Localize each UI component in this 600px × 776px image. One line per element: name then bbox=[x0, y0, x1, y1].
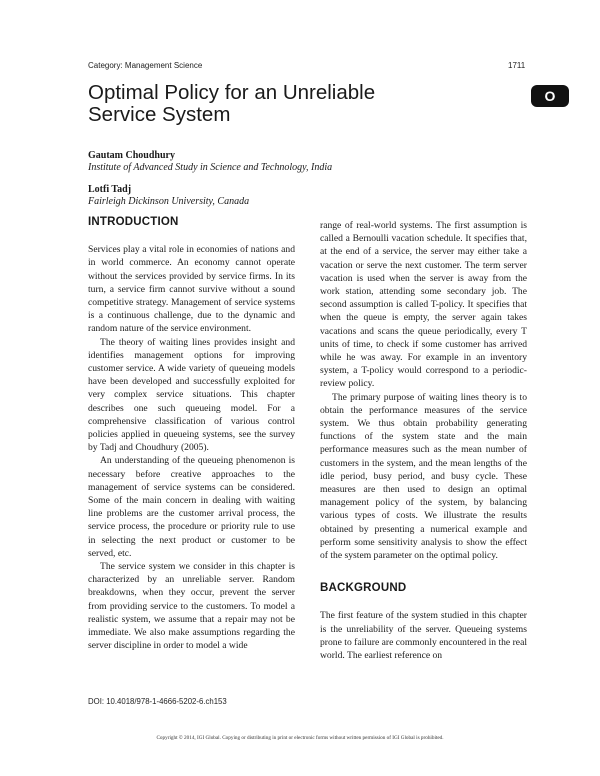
paper-title bbox=[88, 82, 508, 126]
page-number: 1711 bbox=[508, 61, 526, 70]
paragraph: range of real-world systems. The first assumption is called a Bernoulli vacation schedule. It specifies that, at the end of a service, the server may either take a vacation or serve the next customer. The term server vacation is used when the server is away from the work station, attending some secondary job. The second assumption is called T-policy. It specifies that when the queue is empty, the server again takes vacations and scans the queue periodically, every T units of time, to check if some customer has arrived while he was away. For example in an inventory system, a T-policy would correspond to a periodic-review policy. bbox=[320, 220, 527, 390]
paragraph: The service system we consider in this chapter is characterized by an unreliable server. Random breakdowns, when they occur, prevent the server from providing service to the customers. To model a realistic system, we assume that a repair may not be immediate. We also make assumptions regarding the server discipline in order to model a wide bbox=[88, 561, 295, 652]
paragraph: The primary purpose of waiting lines theory is to obtain the performance measures of the service system. We thus obtain probability generating functions of the system state and the main performance measures such as the mean number of customers in the system, and the mean lengths of the idle period, busy period, and busy cycle. These measures are then used to design an optimal management policy of the system, by balancing various types of costs. We illustrate the results obtained by presenting a numerical example and perform some sensitivity analysis to show the effect of the system parameter on the optimal policy. bbox=[320, 391, 527, 562]
section-heading-introduction: INTRODUCTION bbox=[88, 216, 179, 228]
section-tab: O bbox=[531, 85, 569, 107]
paragraph: An understanding of the queueing phenomenon is necessary before creative approaches to the management of service systems can be considered. Some of the main concern in dealing with waiting line problems are the customer arrival process, the service process, the procedure or priority rule to use in selecting the next product or customer to be served, etc. bbox=[88, 455, 295, 559]
right-column bbox=[320, 219, 527, 662]
section-heading-background: BACKGROUND bbox=[320, 582, 407, 595]
paragraph: The first feature of the system studied in this chapter is the unreliability of the server. Queueing systems prone to failure are commonly encountered in the real world. The earliest reference on bbox=[320, 610, 527, 662]
category-label: Category: Management Science bbox=[88, 61, 203, 70]
paragraph: Services play a vital role in economies of nations and in world commerce. An economy cannot operate without the services provided by service firms. In its turn, a service firm cannot survive without a sound competitive strategy. Management of service systems is a continuous challenge, due to the dynamic and random nature of the service environment. bbox=[88, 244, 295, 335]
title-line: Optimal Policy for an Unreliable bbox=[88, 81, 376, 104]
left-column bbox=[88, 216, 295, 653]
copyright-notice: Copyright © 2014, IGI Global. Copying or distributing in print or electronic forms without written permission of IGI Global is prohibited. bbox=[156, 735, 444, 741]
author-block bbox=[88, 150, 332, 174]
author-affiliation: Institute of Advanced Study in Science and Technology, India bbox=[88, 162, 333, 173]
paragraph: The theory of waiting lines provides insight and identifies management options for improving customer service. A wide variety of queueing models have been developed and successfully exploited for very complex service situations. This chapter describes one such queueing model. For a comprehensive classification of various control policies applied in queueing systems, see the survey by Tadj and Choudhury (2005). bbox=[88, 336, 295, 454]
author-name: Gautam Choudhury bbox=[88, 150, 175, 161]
author-name: Lotfi Tadj bbox=[88, 184, 132, 195]
author-affiliation: Fairleigh Dickinson University, Canada bbox=[88, 196, 250, 207]
title-line: Service System bbox=[88, 103, 231, 126]
author-block bbox=[88, 184, 249, 208]
doi: DOI: 10.4018/978-1-4666-5202-6.ch153 bbox=[88, 697, 227, 706]
